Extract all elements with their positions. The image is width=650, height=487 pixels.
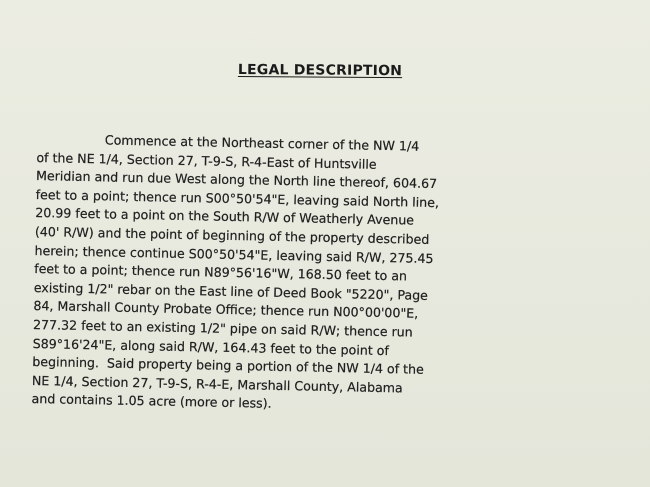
- document-title: LEGAL DESCRIPTION: [237, 62, 403, 80]
- text-line: feet to a point; thence run S00°50'54"E, leaving said North line,: [35, 186, 440, 210]
- text-line: and contains 1.05 acre (more or less).: [31, 391, 272, 412]
- legal-description-body: [31, 130, 636, 421]
- text-line: of the NE 1/4, Section 27, T-9-S, R-4-East of Huntsville: [36, 149, 377, 172]
- text-line: herein; thence continue S00°50'54"E, leaving said R/W, 275.45: [34, 242, 434, 266]
- text-line: 20.99 feet to a point on the South R/W of Weatherly Avenue: [35, 205, 415, 228]
- text-line: (40' R/W) and the point of beginning of the property described: [34, 223, 430, 247]
- text-line: S89°16'24"E, along said R/W, 164.43 feet to the point of: [32, 335, 390, 358]
- text-line: Commence at the Northeast corner of the NW 1/4: [36, 130, 420, 154]
- text-line: beginning. Said property being a portion of the NW 1/4 of the: [32, 354, 424, 377]
- text-line: Meridian and run due West along the North line thereof, 604.67: [35, 168, 438, 192]
- text-line: NE 1/4, Section 27, T-9-S, R-4-E, Marshall County, Alabama: [31, 372, 403, 396]
- text-line: 277.32 feet to an existing 1/2" pipe on said R/W; thence run: [32, 316, 413, 340]
- text-line: feet to a point; thence run N89°56'16"W, 168.50 feet to an: [34, 261, 408, 284]
- text-line: existing 1/2" rebar on the East line of Deed Book "5220", Page: [33, 279, 429, 303]
- text-line: 84, Marshall County Probate Office; thence run N00°00'00"E,: [33, 298, 419, 322]
